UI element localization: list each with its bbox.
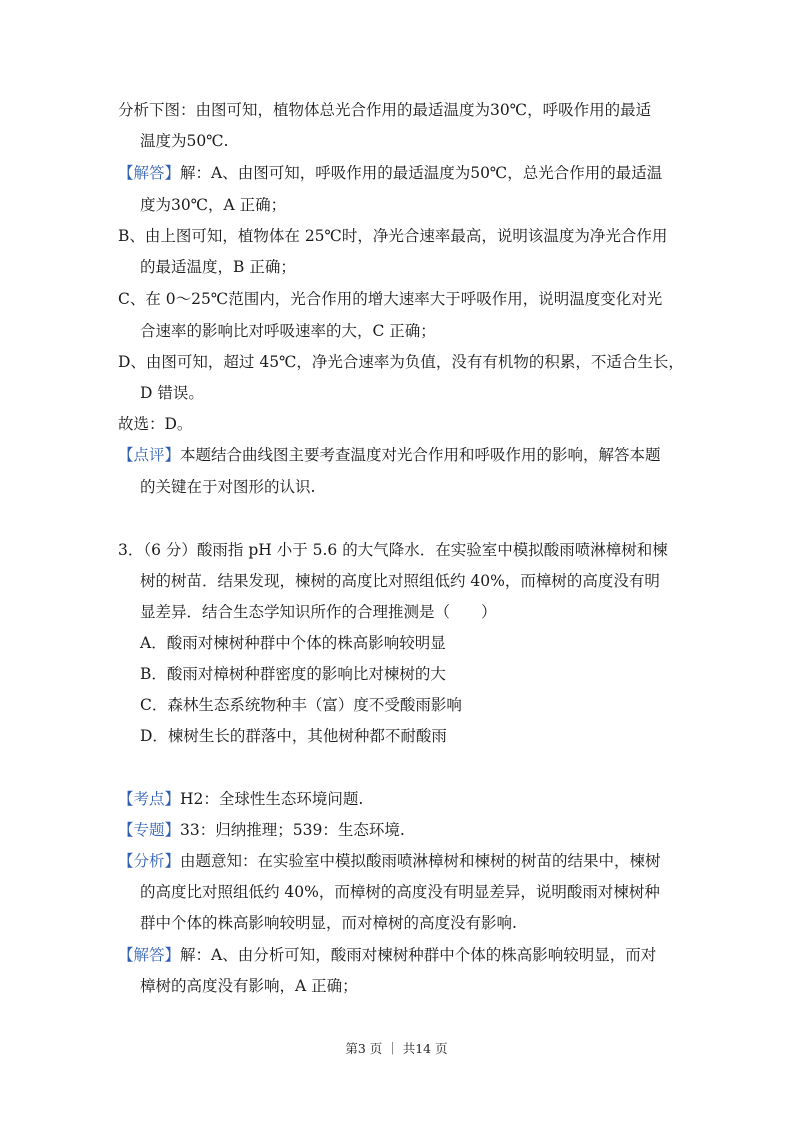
question-stem: 显差异．结合生态学知识所作的合理推测是（ ）	[140, 603, 497, 621]
section-tag: 【解答】	[118, 164, 181, 182]
text-line: B、由上图可知，植物体在 25℃时，净光合速率最高，说明该温度为净光合作用	[118, 227, 668, 245]
text-line: 的关键在于对图形的认识.	[140, 478, 316, 496]
text-line: D 错误。	[140, 384, 204, 402]
text-line: 【解答】解：A、由分析可知，酸雨对楝树种群中个体的株高影响较明显，而对	[118, 946, 657, 964]
text-line: 分析下图：由图可知，植物体总光合作用的最适温度为30℃，呼吸作用的最适	[118, 101, 652, 119]
section-tag: 【点评】	[118, 446, 181, 464]
text-line: 合速率的影响比对呼吸速率的大，C 正确；	[140, 322, 436, 340]
option-c: C．森林生态系统物种丰（富）度不受酸雨影响	[140, 696, 462, 714]
text-line: 温度为50℃.	[140, 132, 229, 150]
text-line: 度为30℃，A 正确；	[140, 196, 287, 214]
text-line: 樟树的高度没有影响，A 正确；	[140, 977, 358, 995]
text-line: 【解答】解：A、由图可知，呼吸作用的最适温度为50℃，总光合作用的最适温	[118, 164, 663, 182]
option-b: B．酸雨对樟树种群密度的影响比对楝树的大	[140, 665, 446, 683]
text-line: 【专题】33：归纳推理；539：生态环境.	[118, 821, 405, 839]
text-line: 的高度比对照组低约 40%，而樟树的高度没有明显差异，说明酸雨对楝树种	[140, 883, 660, 901]
text-line: 【点评】本题结合曲线图主要考查温度对光合作用和呼吸作用的影响，解答本题	[118, 446, 661, 464]
section-tag: 【专题】	[118, 821, 181, 839]
text-line: 故选：D。	[118, 415, 193, 433]
text-line: C、在 0～25℃范围内，光合作用的增大速率大于呼吸作用，说明温度变化对光	[118, 290, 663, 308]
text-line: 群中个体的株高影响较明显，而对樟树的高度没有影响.	[140, 914, 517, 932]
text-line: 【考点】H2：全球性生态环境问题.	[118, 790, 364, 808]
text-line: 【分析】由题意知：在实验室中模拟酸雨喷淋樟树和楝树的树苗的结果中，楝树	[118, 852, 661, 870]
question-stem: 树的树苗．结果发现，楝树的高度比对照组低约 40%，而樟树的高度没有明	[140, 572, 660, 590]
text-line: 的最适温度，B 正确；	[140, 258, 296, 276]
section-tag: 【分析】	[118, 852, 181, 870]
text-line: D、由图可知，超过 45℃，净光合速率为负值，没有有机物的积累，不适合生长，	[118, 353, 684, 371]
section-tag: 【考点】	[118, 790, 181, 808]
page-footer: 第3 页 ｜ 共14 页	[345, 1041, 448, 1056]
option-a: A．酸雨对楝树种群中个体的株高影响较明显	[140, 634, 446, 652]
option-d: D．楝树生长的群落中，其他树种都不耐酸雨	[140, 727, 447, 745]
section-tag: 【解答】	[118, 946, 181, 964]
question-stem: 3．（6 分）酸雨指 pH 小于 5.6 的大气降水．在实验室中模拟酸雨喷淋樟树和楝	[118, 541, 668, 559]
